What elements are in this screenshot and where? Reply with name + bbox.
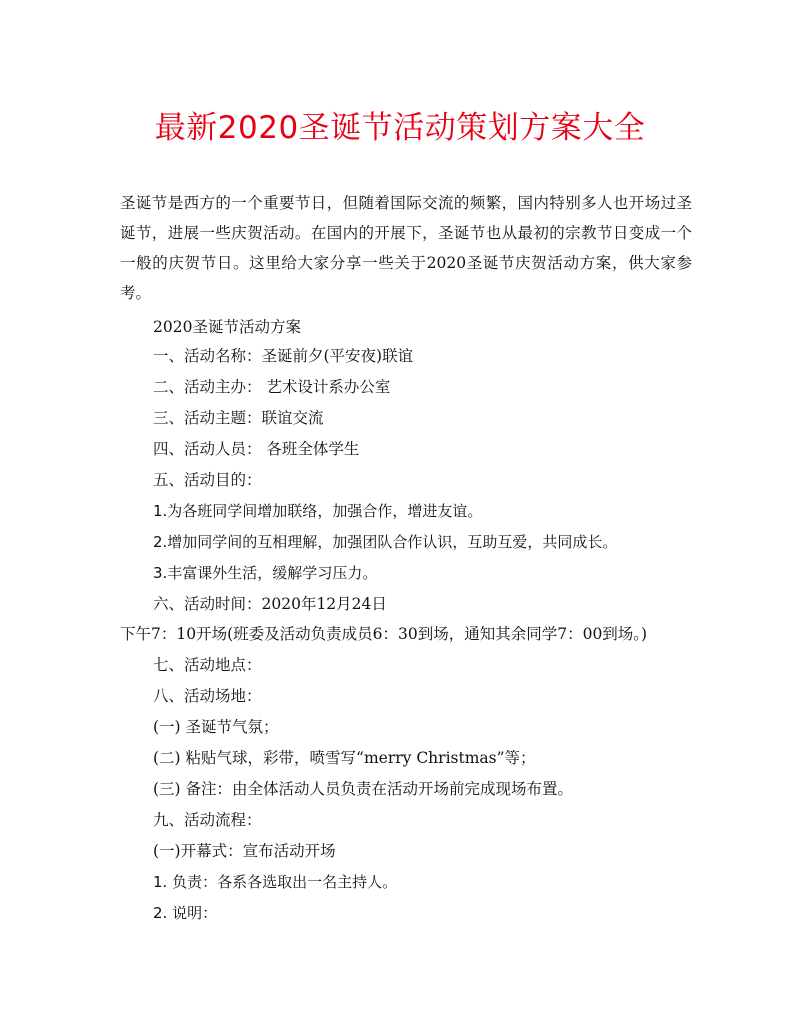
item-process: 九、活动流程：	[153, 811, 262, 829]
item-organizer: 二、活动主办： 艺术设计系办公室	[153, 378, 391, 396]
process-step-2: 2. 说明：	[153, 904, 218, 922]
purpose-point-3: 3.丰富课外生活，缓解学习压力。	[153, 564, 378, 582]
document-title: 最新2020圣诞节活动策划方案大全	[154, 110, 646, 146]
item-time: 六、活动时间：2020年12月24日	[153, 595, 387, 613]
venue-point-1: (一) 圣诞节气氛；	[153, 718, 279, 736]
process-opening: (一)开幕式：宣布活动开场	[153, 842, 336, 860]
item-location: 七、活动地点：	[153, 656, 262, 674]
purpose-point-2: 2.增加同学间的互相理解，加强团队合作认识，互助互爱，共同成长。	[153, 533, 618, 551]
process-step-1: 1. 负责：各系各选取出一名主持人。	[153, 873, 398, 891]
venue-point-2: (二) 粘贴气球，彩带，喷雪写“merry Christmas”等；	[153, 749, 536, 767]
intro-paragraph: 圣诞节是西方的一个重要节日，但随着国际交流的频繁，国内特别多人也开场过圣诞节，进展一些庆贺活动。在国内的开展下，圣诞节也从最初的宗教节日变成一个一般的庆贺节日。这里给大家分享一些关于2020圣诞节庆贺活动方案，供大家参考。	[120, 194, 692, 302]
venue-point-3: (三) 备注：由全体活动人员负责在活动开场前完成现场布置。	[153, 780, 574, 798]
item-participants: 四、活动人员： 各班全体学生	[153, 440, 360, 458]
plan-heading: 2020圣诞节活动方案	[153, 318, 301, 336]
item-activity-name: 一、活动名称：圣诞前夕(平安夜)联谊	[153, 347, 414, 365]
item-theme: 三、活动主题：联谊交流	[153, 409, 324, 427]
time-detail: 下午7：10开场(班委及活动负责成员6：30到场，通知其余同学7：00到场。)	[120, 625, 648, 643]
item-purpose: 五、活动目的：	[153, 471, 262, 489]
item-venue: 八、活动场地：	[153, 687, 262, 705]
purpose-point-1: 1.为各班同学间增加联络，加强合作，增进友谊。	[153, 502, 483, 520]
